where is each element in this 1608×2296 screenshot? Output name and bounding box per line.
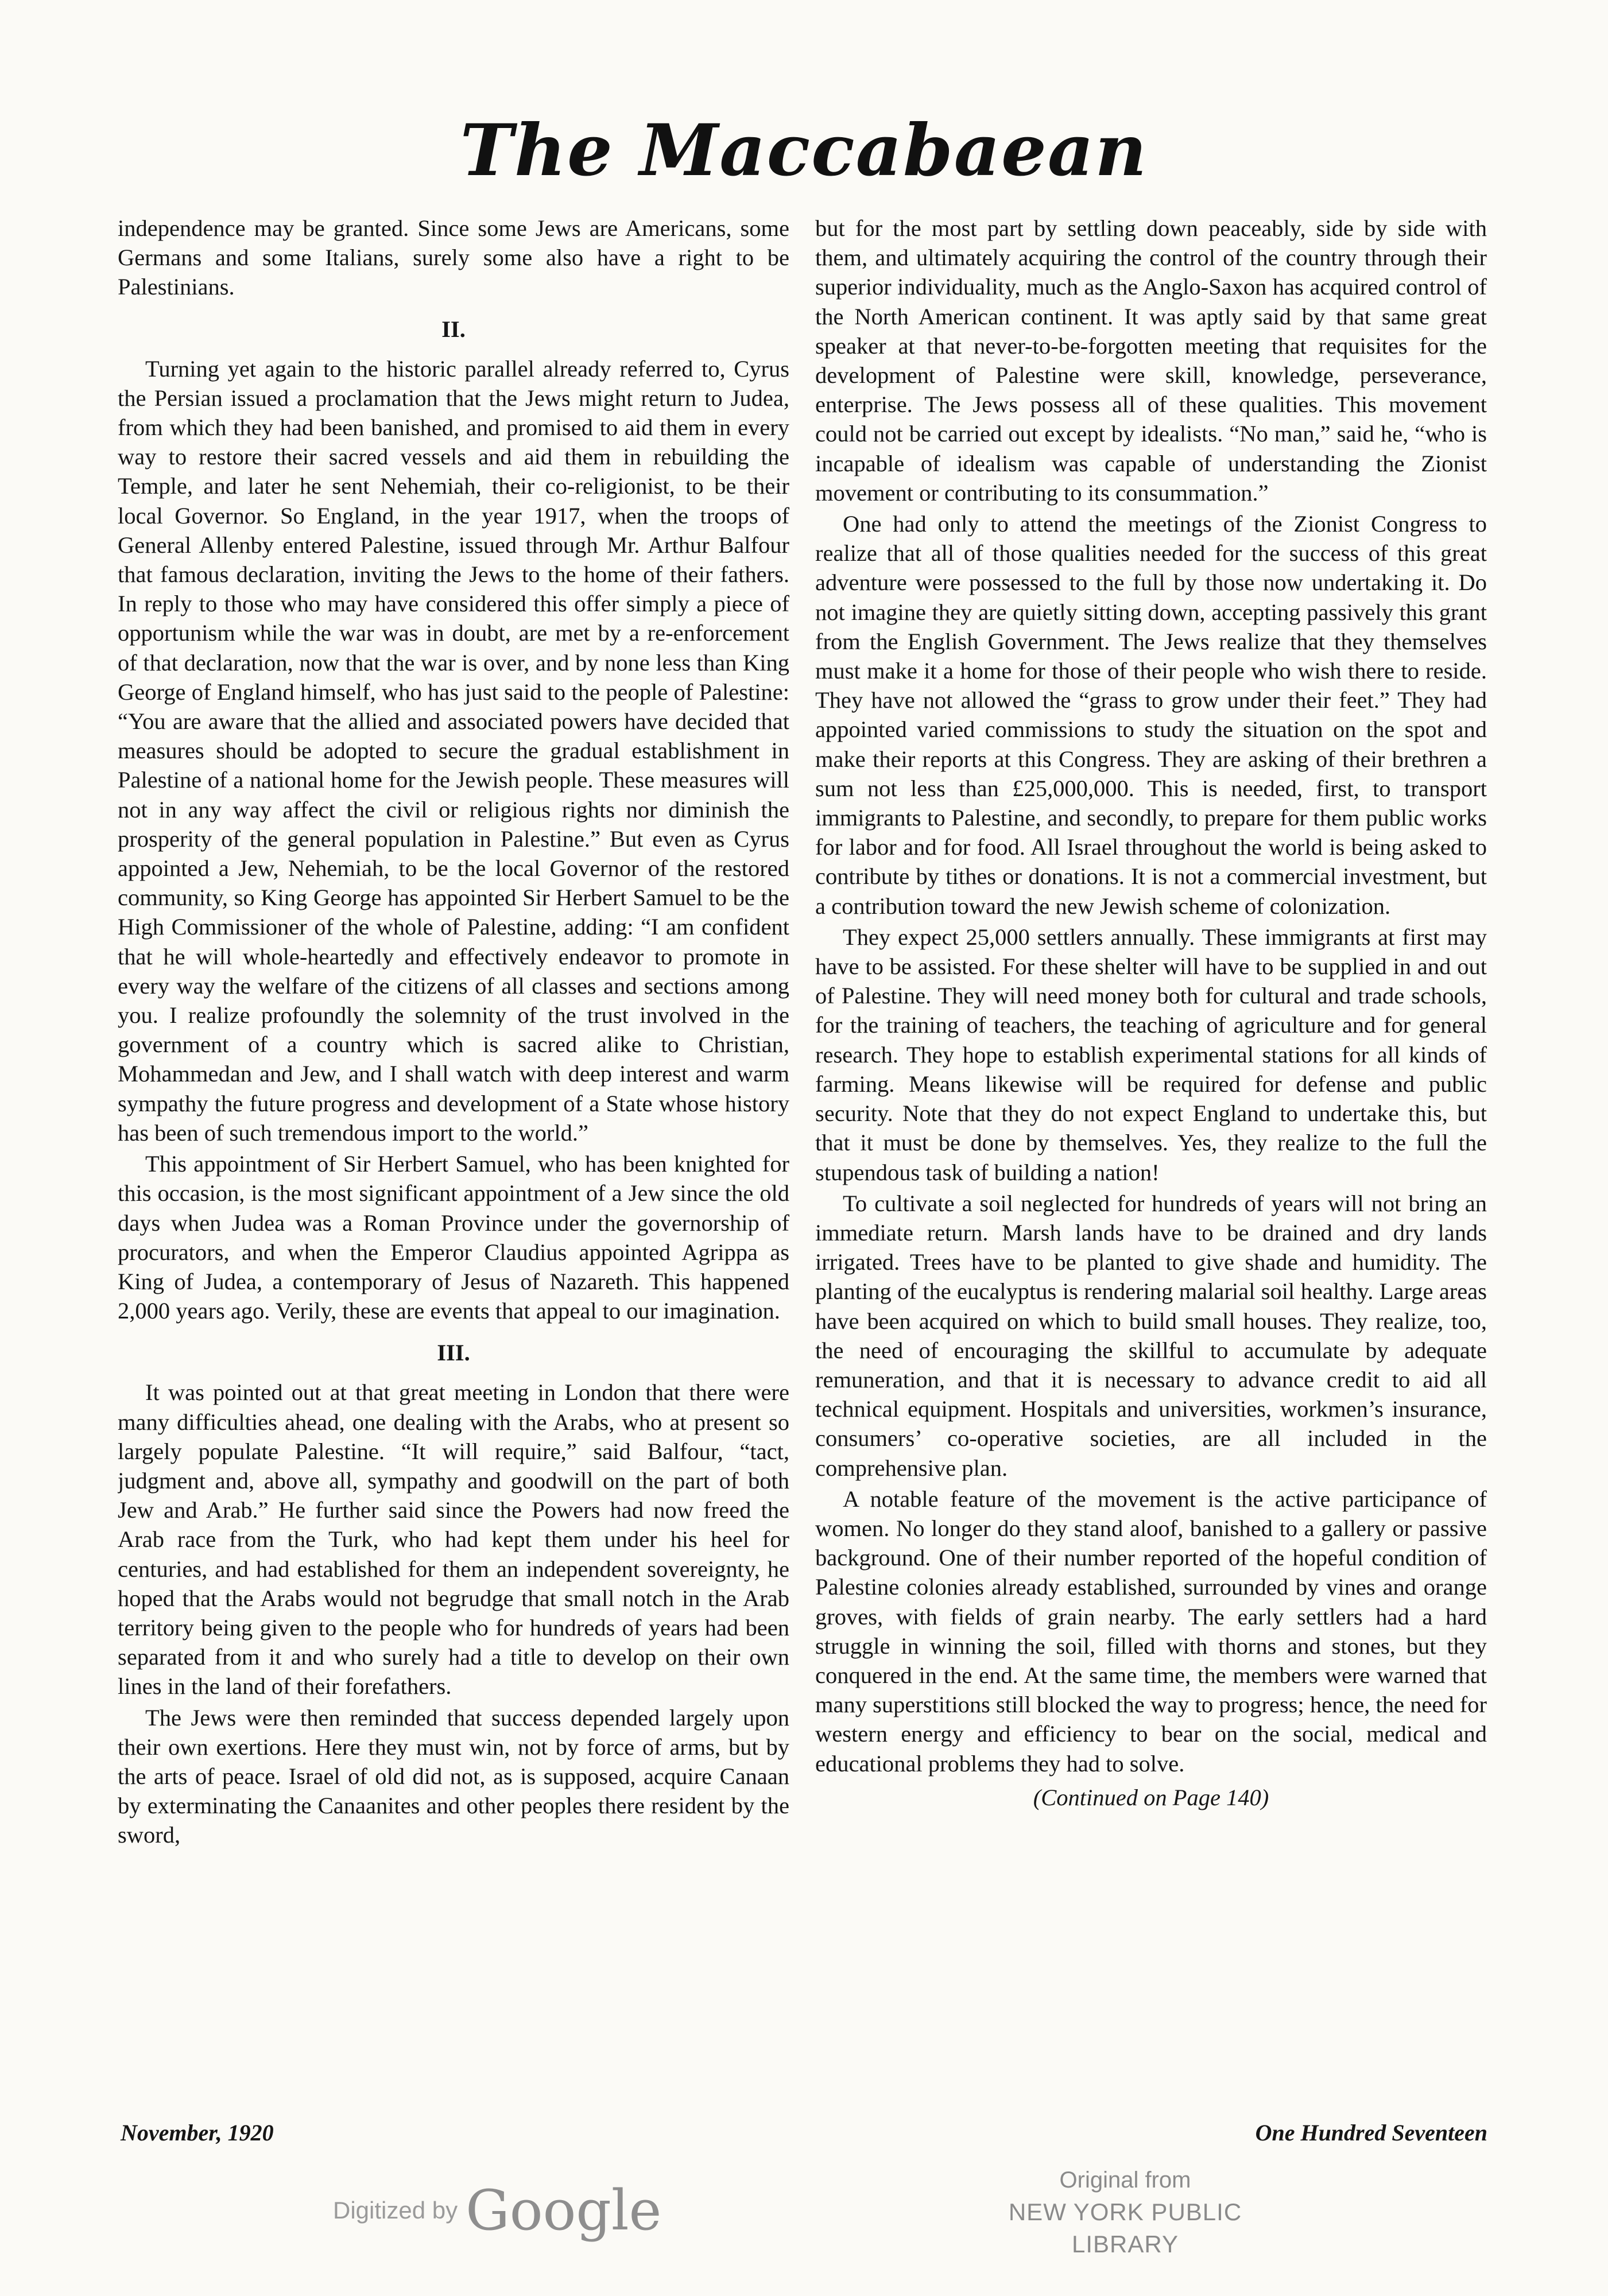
section-heading: III. [437, 1340, 470, 1366]
paragraph: One had only to attend the meetings of the Zionist Congress to realize that all of those qualities needed for the success of this great adventure were possessed to the full by those now undertaking it. Do not imagine they are quietly sitting down, accepting passively this grant from the English Government. The Jews realize that they themselves must make it a home for those of their people who wish there to reside. They have not allowed the “grass to grow under their feet.” They had appointed varied commissions to study the situation on the spot and make their reports at this Congress. They are asking of their brethren a sum not less than £25,000,000. This is needed, first, to transport immigrants to Palestine, and secondly, to prepare for them public works for labor and for food. All Israel throughout the world is being asked to contribute by tithes or donations. It is not a commercial investment, but a contribution toward the new Jewish scheme of colonization. [815, 511, 1487, 919]
paragraph: It was pointed out at that great meeting in London that there were many difficulties ahead, one dealing with the Arabs, who at present so largely populate Palestine. “It will require,” said Balfour, “tact, judgment and, above all, sympathy and goodwill on the part of both Jew and Arab.” He further said since the Powers had now freed the Arab race from the Turk, who had kept them under his heel for centuries, and had established for them an independent sovereignty, he hoped that the Arabs would not begrudge that small notch in the Arab territory being given to the people who for hundreds of years had been separated from it and who surely had a title to develop on their own lines in the land of their forefathers. [118, 1379, 789, 1700]
paragraph: Turning yet again to the historic parallel already referred to, Cyrus the Persian issued a proclamation that the Jews might return to Judea, from which they had been banished, and promised to aid them in every way to restore their sacred vessels and aid them in rebuilding the Temple, and later he sent Nehemiah, their co-religionist, to be their local Governor. So England, in the year 1917, when the troops of General Allenby entered Palestine, issued through Mr. Arthur Balfour that famous declaration, inviting the Jews to the home of their fathers. In reply to those who may have considered this offer simply a piece of opportunism while the war was in doubt, are met by a re-enforcement of that declaration, now that the war is over, and by none less than King George of England himself, who has just said to the people of Palestine: “You are aware that the allied and associated powers have decided that measures should be adopted to secure the gradual establishment in Palestine of a national home for the Jewish people. These measures will not in any way affect the civil or religious rights nor diminish the prosperity of the general population in Palestine.” But even as Cyrus appointed a Jew, Nehemiah, to be the local Governor of the restored community, so King George has appointed Sir Herbert Samuel to be the High Commissioner of the whole of Palestine, adding: “I am confident that he will whole-heartedly and effectively endeavor to promote in every way the welfare of the citizens of all classes and sections among you. I realize profoundly the solemnity of the trust involved in the government of a country which is sacred alike to Christian, Mohammedan and Jew, and I shall watch with deep interest and warm sympathy the future progress and development of a State whose history has been of such tremendous import to the world.” [118, 355, 789, 1146]
paragraph: A notable feature of the movement is the active participance of women. No longer do they stand aloof, banished to a gallery or passive background. One of their number reported of the hopeful condition of Palestine colonies already established, surrounded by vines and orange groves, with fields of grain nearby. The early settlers had a hard struggle in winning the soil, filled with thorns and stones, but they conquered in the end. At the same time, the members were warned that many superstitions still blocked the way to progress; hence, the need for western energy and efficiency to bear on the social, medical and educational problems they had to solve. [815, 1486, 1487, 1777]
library-name: NEW YORK PUBLIC LIBRARY [1008, 2198, 1242, 2258]
digitized-by-notice [333, 2178, 661, 2243]
google-logo: Google [466, 2178, 662, 2243]
original-source-notice [953, 2164, 1297, 2260]
paragraph: independence may be granted. Since some Jews are Americans, some Germans and some Italians, surely some also have a right to be Palestinians. [118, 215, 789, 300]
right-column-body [815, 214, 1487, 1778]
right-column [815, 214, 1487, 2079]
paragraph: To cultivate a soil neglected for hundreds of years will not bring an immediate return. Marsh lands have to be drained and dry lands irrigated. Trees have to be planted to give shade and humidity. The planting of the eucalyptus is rendering malarial soil healthy. Large areas have been acquired on which to build small houses. They realize, too, the need of encouraging the skillful to accumulate by adequate remuneration, and that it is necessary to advance credit to aid all technical equipment. Hospitals and universities, workmen’s insurance, consumers’ co-operative societies, are all included in the comprehensive plan. [815, 1190, 1487, 1481]
original-from-label: Original from [1059, 2167, 1191, 2193]
issue-date: November, 1920 [121, 2120, 274, 2146]
section-heading: II. [441, 316, 466, 342]
paragraph: The Jews were then reminded that success depended largely upon their own exertions. Here they must win, not by force of arms, but by the arts of peace. Israel of old did not, as is supposed, acquire Canaan by exterminating the Canaanites and other peoples there resident by the sword, [118, 1704, 789, 1848]
masthead-title: The Maccabaean [460, 109, 1148, 192]
paragraph: They expect 25,000 settlers annually. These immigrants at first may have to be assisted. For these shelter will have to be supplied in and out of Palestine. They will need money both for cultural and trade schools, for the training of teachers, the teaching of agriculture and for general research. They hope to establish experimental stations for all kinds of farming. Means likewise will be required for defense and public security. Note that they do not expect England to undertake this, but that it must be done by themselves. Yes, they realize to the full the stupendous task of building a nation! [815, 924, 1487, 1185]
paragraph: This appointment of Sir Herbert Samuel, who has been knighted for this occasion, is the most significant appointment of a Jew since the old days when Judea was a Roman Province under the governorship of procurators, and when the Emperor Claudius appointed Agrippa as King of Judea, a contemporary of Jesus of Nazareth. This happened 2,000 years ago. Verily, these are events that appeal to our imagination. [118, 1151, 789, 1324]
page-number: One Hundred Seventeen [1255, 2120, 1487, 2146]
continued-note: (Continued on Page 140) [1033, 1784, 1269, 1810]
digitized-by-label: Digitized by [333, 2197, 458, 2224]
left-column [118, 214, 789, 2079]
paragraph: but for the most part by settling down peaceably, side by side with them, and ultimately acquiring the control of the country through their superior individuality, much as the Anglo-Saxon has acquired control of the North American continent. It was aptly said by that same great speaker at that never-to-be-forgotten meeting that requisites for the development of Palestine were skill, knowledge, perseverance, enterprise. The Jews possess all of these qualities. This movement could not be carried out except by idealists. “No man,” said he, “who is incapable of idealism was capable of understanding the Zionist movement or contributing to its consummation.” [815, 215, 1487, 506]
